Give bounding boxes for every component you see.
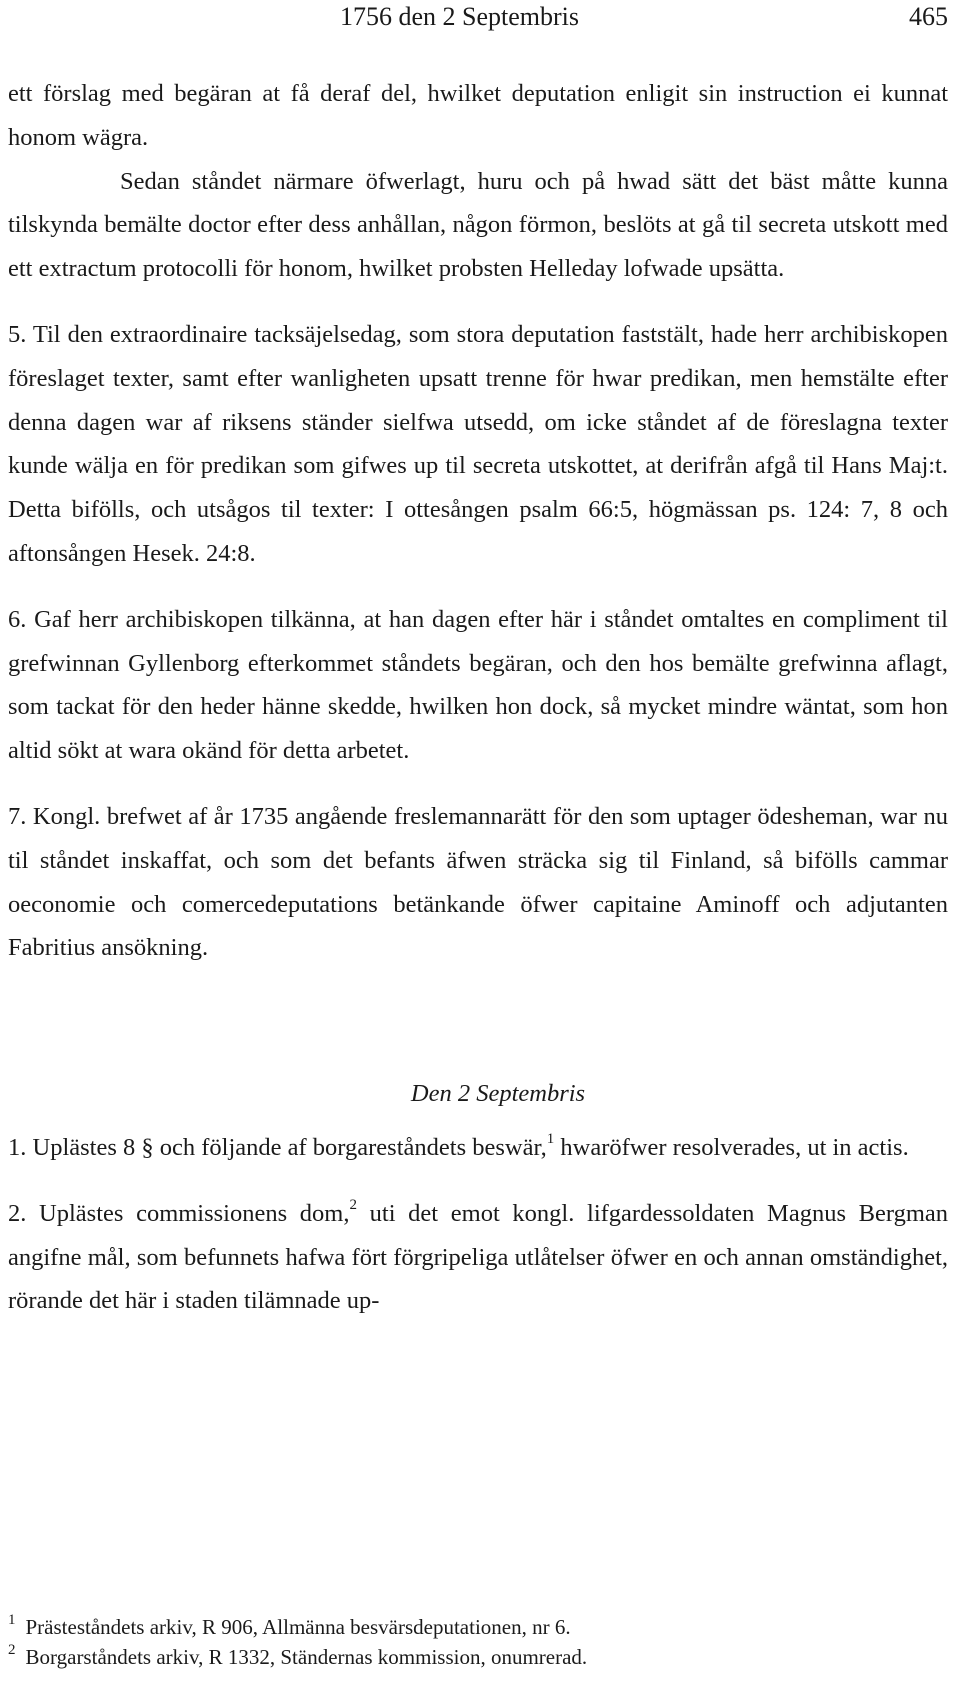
item-1-text-before: 1. Uplästes 8 § och följande af borgareståndets beswär, [8,1133,547,1161]
footnote-ref-2[interactable]: 2 [349,1196,357,1213]
page-body [8,72,948,1323]
item-1-text-after: hwaröfwer resolverades, ut in actis. [554,1133,909,1161]
page-number: 465 [909,2,948,31]
running-title: 1756 den 2 Septembris [340,2,580,31]
footnote-ref-1[interactable]: 1 [546,1130,555,1147]
section-heading: Den 2 Septembris [410,1080,586,1108]
page-header [0,0,948,34]
footnote-2-number: 2 [8,1642,16,1658]
paragraph-day-item-1 [8,1126,948,1170]
footnote-1-text: Prästeståndets arkiv, R 906, Allmänna besvärsdeputationen, nr 6. [25,1615,571,1639]
footnotes [8,1612,948,1672]
paragraph-sedan: Sedan ståndet närmare öfwerlagt, huru och på hwad sätt det bäst måtte kunna tilskynda bemälte doctor efter dess anhållan, någon förmon, beslöts at gå til secreta utskott med ett extractum protocolli för honom, hwilket probsten Helleday lofwade upsätta. [8,167,948,283]
item-2-text-before: 2. Uplästes commissionens dom, [8,1199,350,1227]
paragraph-day-item-2 [8,1192,948,1323]
item-2-text-after: uti det emot kongl. lifgardessoldaten Magnus Bergman angifne mål, som befunnets hafwa fört förgripeliga utlåtelser öfwer en och annan omständighet, rörande det här i staden tilämnade up- [8,1199,948,1315]
footnote-2 [8,1642,948,1672]
footnote-2-text: Borgarståndets arkiv, R 1332, Ständernas kommission, onumrerad. [25,1645,588,1669]
footnote-1 [8,1612,948,1642]
paragraph-item-6: 6. Gaf herr archibiskopen tilkänna, at han dagen efter här i ståndet omtaltes en compliment til grefwinnan Gyllenborg efterkommet ståndets begäran, och den hos bemälte grefwinna aflagt, som tackat för den heder hänne skedde, hwilken hon dock, så mycket mindre wäntat, som hon altid sökt at wara okänd för detta arbetet. [8,605,948,765]
footnote-1-number: 1 [8,1612,16,1628]
paragraph-item-7: 7. Kongl. brefwet af år 1735 angående freslemannarätt för den som uptager ödesheman, war nu til ståndet inskaffat, och som det befants äfwen sträcka sig til Finland, så bifölls cammar oeconomie och comercedeputations betänkande öfwer capitaine Aminoff och adjutanten Fabritius ansökning. [8,802,948,962]
paragraph-item-5: 5. Til den extraordinaire tacksäjelsedag, som stora deputation faststält, hade herr archibiskopen föreslaget texter, samt efter wanligheten upsatt trenne för hwar predikan, men hemstälte efter denna dagen war af riksens ständer sielfwa utsedd, om icke ståndet af de föreslagna texter kunde wälja en för predikan som gifwes up til secreta utskottet, at derifrån afgå til Hans Maj:t. Detta bifölls, och utsågos til texter: I ottesången psalm 66:5, högmässan ps. 124: 7, 8 och aftonsången Hesek. 24:8. [8,320,948,567]
paragraph-continuation: ett förslag med begäran at få deraf del, hwilket deputation enligit sin instruction ei kunnat honom wägra. [8,80,948,151]
